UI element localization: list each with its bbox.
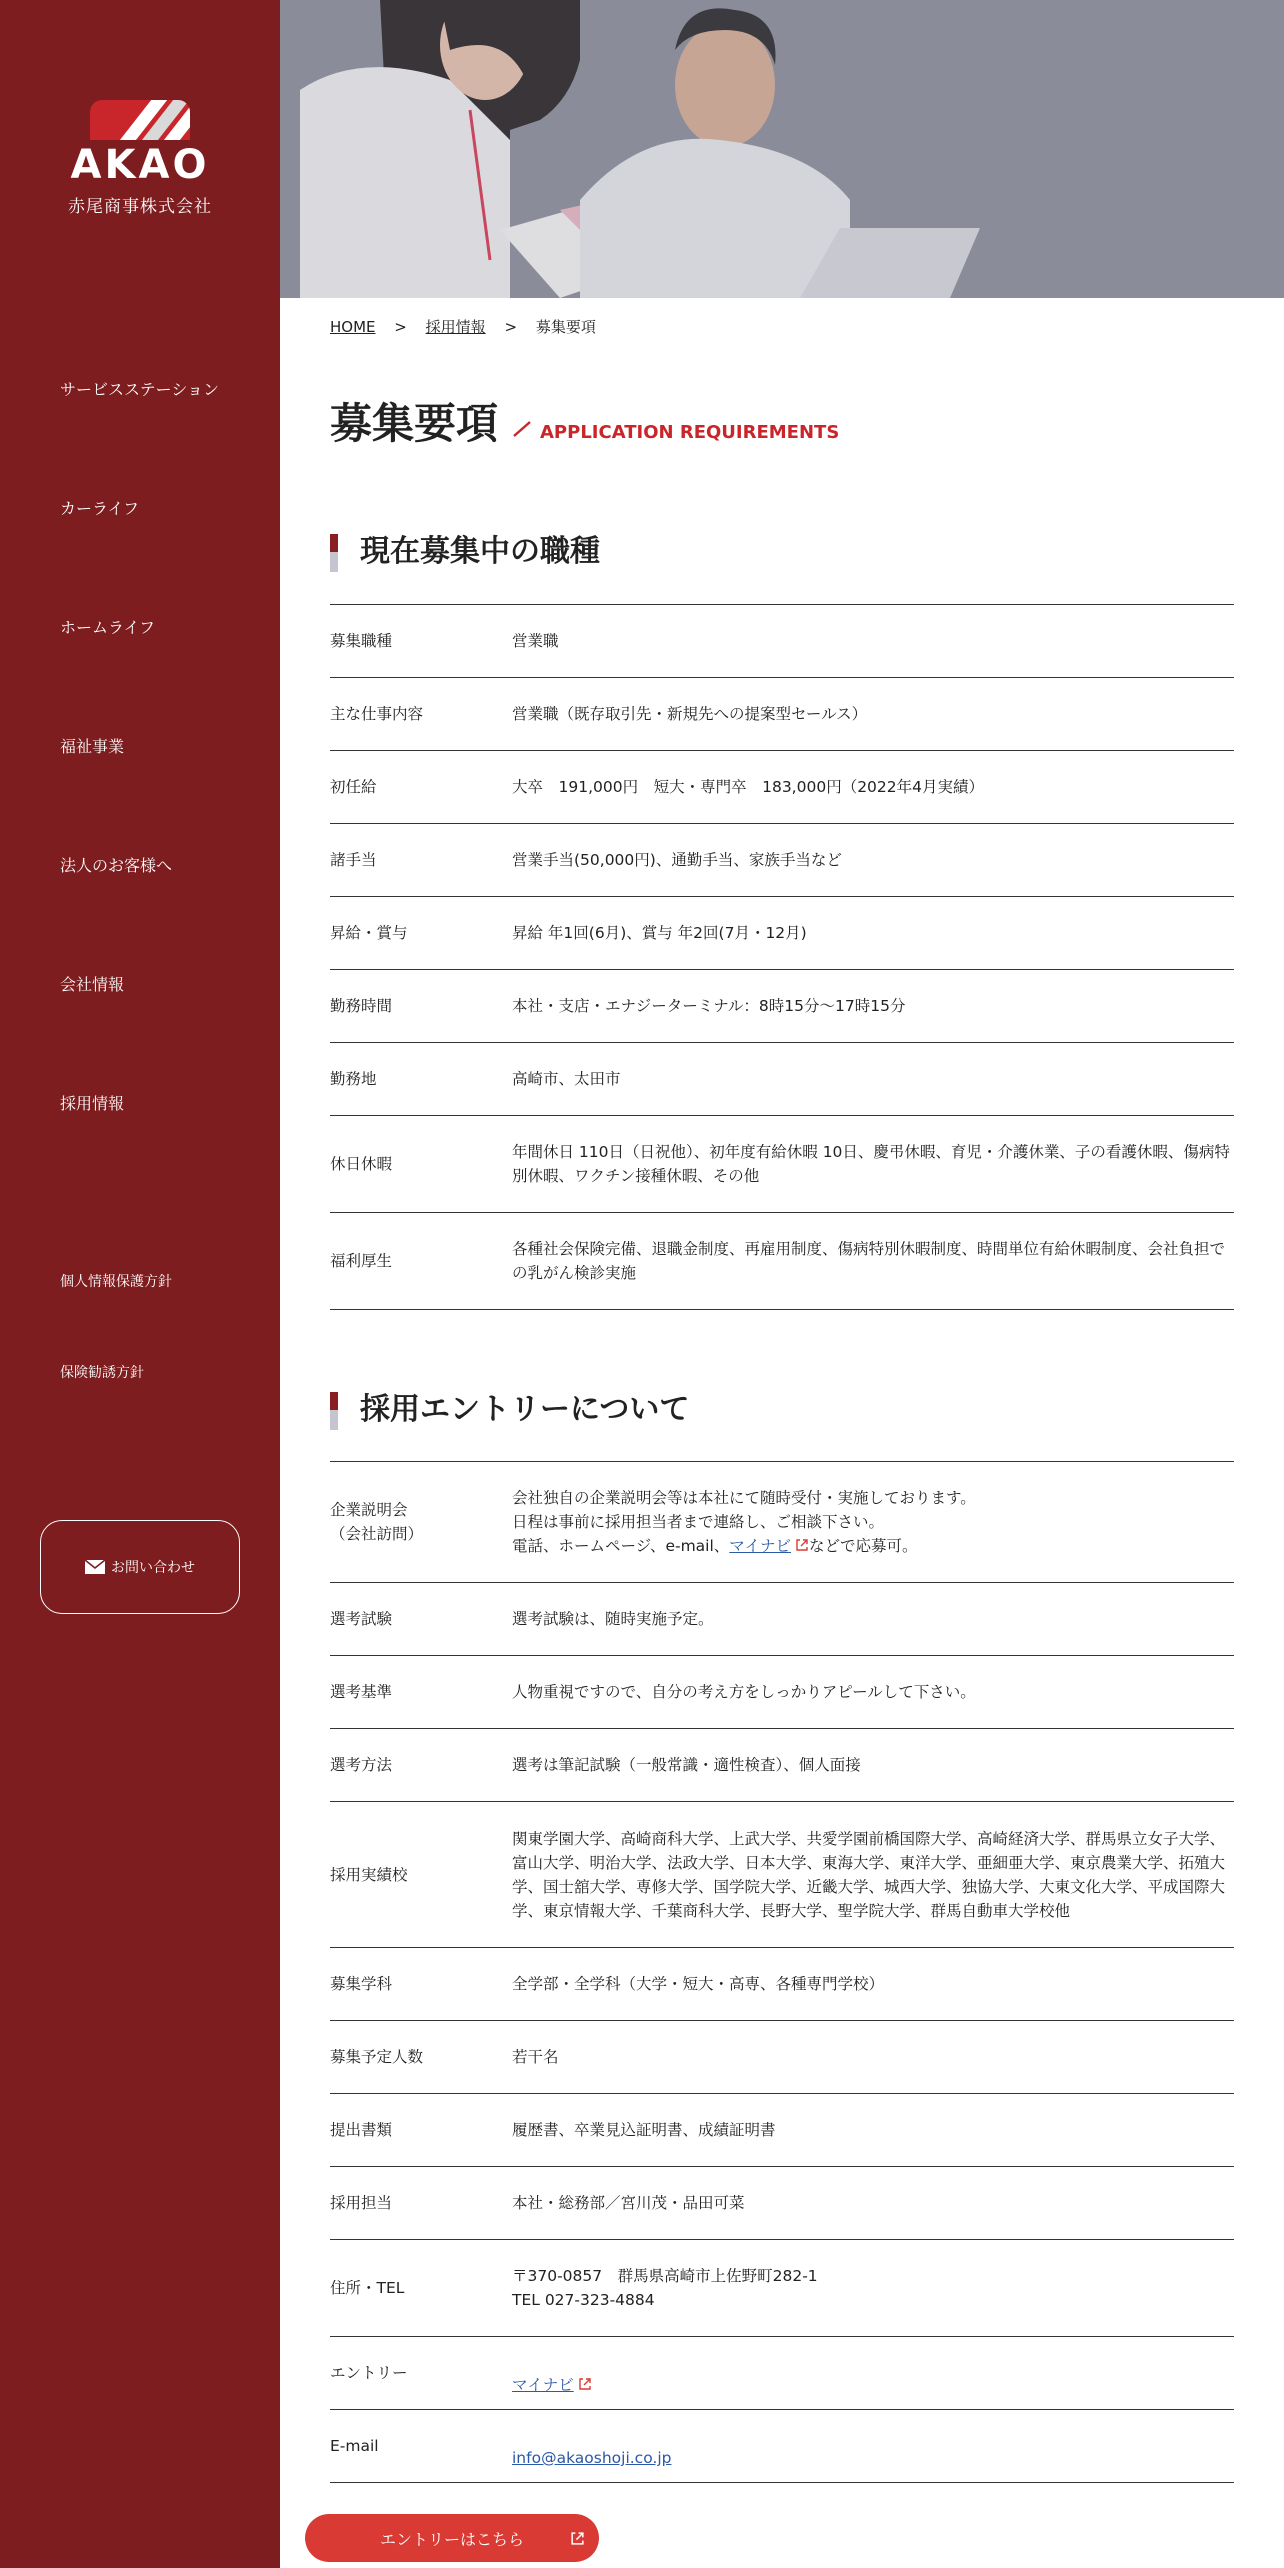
row-label: 昇給・賞与	[330, 924, 408, 942]
nav-item-solicitation-policy[interactable]: 保険勧誘方針	[60, 1365, 144, 1381]
row-value	[512, 2349, 1234, 2397]
contact-button-label: お問い合わせ	[111, 1560, 195, 1576]
row-label	[330, 1498, 512, 1546]
entry-table	[330, 1461, 1234, 2483]
row-label: 採用実績校	[330, 1865, 408, 1884]
section-title-text: 採用エントリーについて	[360, 1392, 690, 1427]
table-row	[330, 2337, 1234, 2410]
row-value: 営業職（既存取引先・新規先への提案型セールス）	[512, 705, 868, 723]
table-row	[330, 2167, 1234, 2240]
table-row	[330, 2094, 1234, 2167]
logo-mark-icon	[90, 100, 190, 140]
row-value: 〒370-0857 群馬県高崎市上佐野町282-1 TEL 027-323-4884	[512, 2267, 818, 2309]
contact-button[interactable]	[40, 1520, 240, 1614]
row-label: 住所・TEL	[330, 2279, 405, 2297]
table-row	[330, 1043, 1234, 1116]
sidebar	[0, 0, 280, 2568]
breadcrumb-separator: >	[504, 318, 518, 336]
row-label: 休日休暇	[330, 1155, 393, 1173]
table-row	[330, 751, 1234, 824]
row-label: 主な仕事内容	[330, 705, 424, 723]
table-row	[330, 1583, 1234, 1656]
row-value: 関東学園大学、高崎商科大学、上武大学、共愛学園前橋国際大学、高崎経済大学、群馬県立女子大学、富山大学、明治大学、法政大学、日本大学、東海大学、東洋大学、亜細亜大学、東京農業大学、拓殖大学、国士舘大学、専修大学、国学院大学、近畿大学、城西大学、独協大学、大東文化大学、平成国際大学、東京情報大学、千葉商科大学、長野大学、聖学院大学、群馬自動車大学校他	[512, 1829, 1226, 1920]
row-label: 勤務時間	[330, 997, 393, 1015]
row-value-text: 電話、ホームページ、e-mail、	[512, 1537, 730, 1555]
row-label: 勤務地	[330, 1070, 377, 1088]
row-value: 人物重視ですので、自分の考え方をしっかりアピールして下さい。	[512, 1683, 976, 1701]
row-value: 本社・支店・エナジーターミナル：8時15分～17時15分	[512, 997, 906, 1015]
breadcrumb-recruit[interactable]: 採用情報	[425, 318, 486, 336]
positions-table	[330, 604, 1234, 1310]
nav-item-corporate[interactable]: 法人のお客様へ	[60, 856, 173, 875]
page-title-en	[512, 420, 839, 443]
nav-item-welfare[interactable]: 福祉事業	[60, 737, 125, 756]
row-label-line: 企業説明会	[330, 1501, 408, 1519]
section-bar-icon	[330, 1392, 338, 1430]
mynavi-link[interactable]: マイナビ	[729, 1537, 791, 1555]
breadcrumb-home[interactable]: HOME	[330, 318, 376, 336]
entry-mynavi-link[interactable]: マイナビ	[512, 2376, 574, 2394]
row-value-line	[512, 1534, 1234, 1558]
row-value: 全学部・全学科（大学・短大・高専、各種専門学校）	[512, 1975, 885, 1993]
row-value: 選考は筆記試験（一般常識・適性検査）、個人面接	[512, 1756, 861, 1774]
table-row	[330, 1656, 1234, 1729]
row-label: 選考基準	[330, 1683, 393, 1701]
row-value: 年間休日 110日（日祝他）、初年度有給休暇 10日、慶弔休暇、育児・介護休業、子の看護休暇、傷病特別休暇、ワクチン接種休暇、その他	[512, 1143, 1230, 1185]
row-label: 募集職種	[330, 632, 393, 650]
section-title-text: 現在募集中の職種	[360, 534, 600, 569]
section-title-positions	[330, 532, 600, 572]
row-value-line: 会社独自の企業説明会等は本社にて随時受付・実施しております。	[512, 1489, 976, 1507]
page-title-en-text: APPLICATION REQUIREMENTS	[540, 422, 840, 443]
row-value: 営業職	[512, 632, 559, 650]
company-name: 赤尾商事株式会社	[68, 197, 212, 217]
row-value: 昇給 年1回(6月)、賞与 年2回(7月・12月)	[512, 924, 807, 942]
table-row	[330, 1802, 1234, 1948]
row-label: 選考方法	[330, 1756, 393, 1774]
email-link[interactable]: info@akaoshoji.co.jp	[512, 2449, 672, 2467]
row-label: 採用担当	[330, 2194, 393, 2212]
row-value-text: などで応募可。	[809, 1537, 918, 1555]
table-row	[330, 2240, 1234, 2337]
row-value	[512, 1486, 1234, 1558]
row-label: 諸手当	[330, 851, 377, 869]
row-label: 初任給	[330, 778, 377, 796]
external-link-icon	[578, 2377, 592, 2391]
external-link-icon	[795, 1538, 809, 1552]
external-link-icon	[570, 2531, 585, 2546]
nav-item-company-info[interactable]: 会社情報	[60, 975, 125, 994]
row-label: 提出書類	[330, 2121, 393, 2139]
main-nav	[60, 360, 219, 1193]
row-value: 高崎市、太田市	[512, 1070, 621, 1088]
table-row	[330, 897, 1234, 970]
entry-button-label: エントリーはこちら	[379, 2529, 524, 2549]
mail-icon	[85, 1560, 105, 1574]
row-value: 各種社会保険完備、退職金制度、再雇用制度、傷病特別休暇制度、時間単位有給休暇制度、会社負担での乳がん検診実施	[512, 1240, 1226, 1282]
row-label-line: （会社訪問）	[330, 1525, 424, 1543]
page-title: 募集要項	[330, 399, 499, 448]
logo[interactable]	[0, 100, 280, 217]
section-bar-icon	[330, 534, 338, 572]
table-row	[330, 1948, 1234, 2021]
row-value	[512, 2422, 1234, 2470]
sub-nav	[60, 1262, 172, 1444]
row-label: 募集学科	[330, 1975, 393, 1993]
table-row	[330, 1462, 1234, 1583]
row-label: 福利厚生	[330, 1252, 393, 1270]
row-value: 大卒 191,000円 短大・専門卒 183,000円（2022年4月実績）	[512, 778, 985, 796]
logo-word: AKAO	[70, 142, 210, 188]
breadcrumb-current: 募集要項	[535, 318, 596, 336]
row-value: 若干名	[512, 2048, 559, 2066]
hero-image	[280, 0, 1284, 298]
table-row	[330, 1729, 1234, 1802]
row-value-line: 日程は事前に採用担当者まで連絡し、ご相談下さい。	[512, 1513, 885, 1531]
row-value: 営業手当(50,000円)、通勤手当、家族手当など	[512, 851, 842, 869]
table-row	[330, 2410, 1234, 2483]
table-row	[330, 2021, 1234, 2094]
nav-item-car-life[interactable]: カーライフ	[60, 499, 140, 518]
row-label: エントリー	[330, 2364, 408, 2382]
row-value: 選考試験は、随時実施予定。	[512, 1610, 714, 1628]
breadcrumb-separator: >	[394, 318, 407, 336]
row-value: 履歴書、卒業見込証明書、成績証明書	[512, 2121, 776, 2139]
table-row	[330, 824, 1234, 897]
nav-item-privacy-policy[interactable]: 個人情報保護方針	[60, 1274, 172, 1290]
row-label: 選考試験	[330, 1610, 393, 1628]
nav-item-recruit[interactable]: 採用情報	[60, 1094, 125, 1113]
hero-photo-people	[280, 0, 1284, 298]
entry-table-rows	[330, 1583, 1234, 2337]
nav-item-service-station[interactable]: サービスステーション	[60, 380, 220, 399]
nav-item-home-life[interactable]: ホームライフ	[60, 618, 156, 637]
row-label: E-mail	[330, 2437, 379, 2455]
table-row	[330, 678, 1234, 751]
slash-icon	[512, 420, 532, 443]
row-value: 本社・総務部／宮川茂・品田可菜	[512, 2194, 745, 2212]
row-label: 募集予定人数	[330, 2048, 424, 2066]
breadcrumb	[330, 316, 596, 337]
table-row	[330, 1213, 1234, 1310]
table-row	[330, 1116, 1234, 1213]
table-row	[330, 970, 1234, 1043]
table-row	[330, 605, 1234, 678]
entry-button[interactable]	[305, 2514, 599, 2562]
section-title-entry	[330, 1390, 689, 1430]
